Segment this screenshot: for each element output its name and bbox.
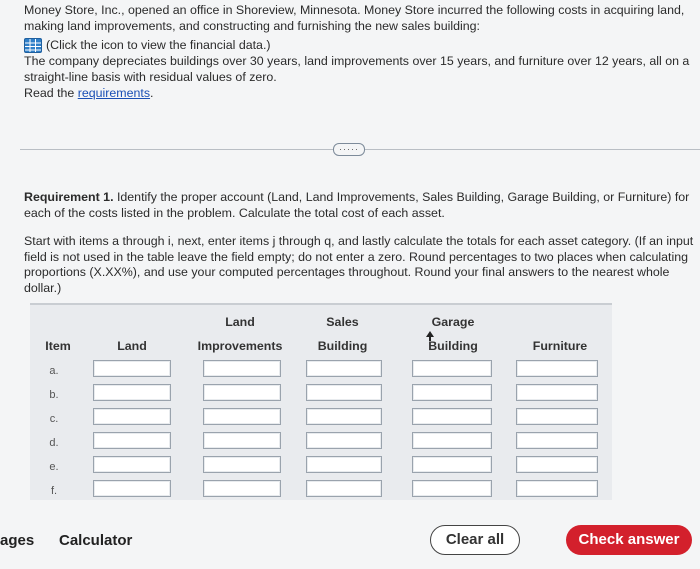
intro-paragraph: Money Store, Inc., opened an office in Shoreview, Minnesota. Money Store incurred the following costs in acquiring land, making land improvements, and constructing and furnishing the new sales building: <box>24 3 685 33</box>
row-label-d: d. <box>49 437 59 449</box>
read-suffix: . <box>150 86 154 100</box>
problem-intro <box>24 2 700 101</box>
furniture-input-a[interactable] <box>516 360 598 377</box>
check-answer-button[interactable]: Check answer <box>566 525 692 555</box>
furniture-input-f[interactable] <box>516 480 598 497</box>
header-land-improvements-line1: Land <box>225 315 255 329</box>
instructions-note: (If an input field is not used in the table leave the field empty; do not enter a zero. Round percentages to two places when calculating proportions (X.XX%), and use your computed percentages throughout. Round your final answers to the nearest whole dollar.) <box>24 234 694 295</box>
financial-data-line <box>24 37 700 53</box>
asset-cost-table <box>30 303 612 500</box>
land-input-e[interactable] <box>93 456 171 473</box>
garage-building-input-a[interactable] <box>412 360 492 377</box>
land-improvements-input-b[interactable] <box>203 384 281 401</box>
row-label-f: f. <box>50 485 58 497</box>
sales-building-input-a[interactable] <box>306 360 382 377</box>
requirement-label: Requirement 1. <box>24 190 114 204</box>
land-improvements-input-e[interactable] <box>203 456 281 473</box>
land-improvements-input-d[interactable] <box>203 432 281 449</box>
land-input-f[interactable] <box>93 480 171 497</box>
requirement-body: Identify the proper account (Land, Land Improvements, Sales Building, Garage Building, or Furniture) for each of the costs listed in the problem. Calculate the total cost of each asset. <box>24 190 690 220</box>
expand-more-button[interactable]: ····· <box>333 143 365 156</box>
land-improvements-input-f[interactable] <box>203 480 281 497</box>
row-label-a: a. <box>49 365 59 377</box>
requirement-text <box>24 190 694 221</box>
header-garage-building-line2: Building <box>428 339 478 353</box>
read-prefix: Read the <box>24 86 78 100</box>
land-input-b[interactable] <box>93 384 171 401</box>
land-input-d[interactable] <box>93 432 171 449</box>
garage-building-input-d[interactable] <box>412 432 492 449</box>
header-land-improvements-line2: Improvements <box>197 339 283 353</box>
header-sales-building-line1: Sales <box>326 315 359 329</box>
furniture-input-b[interactable] <box>516 384 598 401</box>
sales-building-input-b[interactable] <box>306 384 382 401</box>
pages-link[interactable]: ages <box>0 532 35 549</box>
requirement-1 <box>24 190 694 296</box>
land-improvements-input-a[interactable] <box>203 360 281 377</box>
header-land: Land <box>117 339 147 353</box>
row-label-e: e. <box>49 461 59 473</box>
financial-data-link[interactable]: (Click the icon to view the financial data.) <box>46 38 271 52</box>
furniture-input-e[interactable] <box>516 456 598 473</box>
read-requirements-line <box>24 85 700 101</box>
furniture-input-c[interactable] <box>516 408 598 425</box>
garage-building-input-e[interactable] <box>412 456 492 473</box>
row-label-c: c. <box>49 413 59 425</box>
header-garage-building-line1: Garage <box>431 315 475 329</box>
sales-building-input-c[interactable] <box>306 408 382 425</box>
garage-building-input-b[interactable] <box>412 384 492 401</box>
row-label-b: b. <box>49 389 59 401</box>
garage-building-input-f[interactable] <box>412 480 492 497</box>
bottom-toolbar <box>0 520 700 569</box>
instructions-text <box>24 234 694 296</box>
sales-building-input-d[interactable] <box>306 432 382 449</box>
mouse-cursor-icon <box>426 331 434 341</box>
header-item: Item <box>45 339 71 353</box>
land-input-c[interactable] <box>93 408 171 425</box>
land-improvements-input-c[interactable] <box>203 408 281 425</box>
garage-building-input-c[interactable] <box>412 408 492 425</box>
depreciation-text: The company depreciates buildings over 30 years, land improvements over 15 years, and furniture over 12 years, all on a straight-line basis with residual values of zero. <box>24 54 690 84</box>
start-text: Start with items a through i, next, enter items j through q, and lastly calculate the totals for each asset category. <box>24 234 632 248</box>
data-table-icon[interactable] <box>24 38 42 53</box>
sales-building-input-f[interactable] <box>306 480 382 497</box>
header-sales-building-line2: Building <box>317 339 368 353</box>
furniture-input-d[interactable] <box>516 432 598 449</box>
land-input-a[interactable] <box>93 360 171 377</box>
clear-all-button[interactable]: Clear all <box>430 525 520 555</box>
requirements-link[interactable]: requirements <box>77 86 151 100</box>
header-furniture: Furniture <box>532 339 588 353</box>
sales-building-input-e[interactable] <box>306 456 382 473</box>
calculator-link[interactable]: Calculator <box>59 532 133 549</box>
